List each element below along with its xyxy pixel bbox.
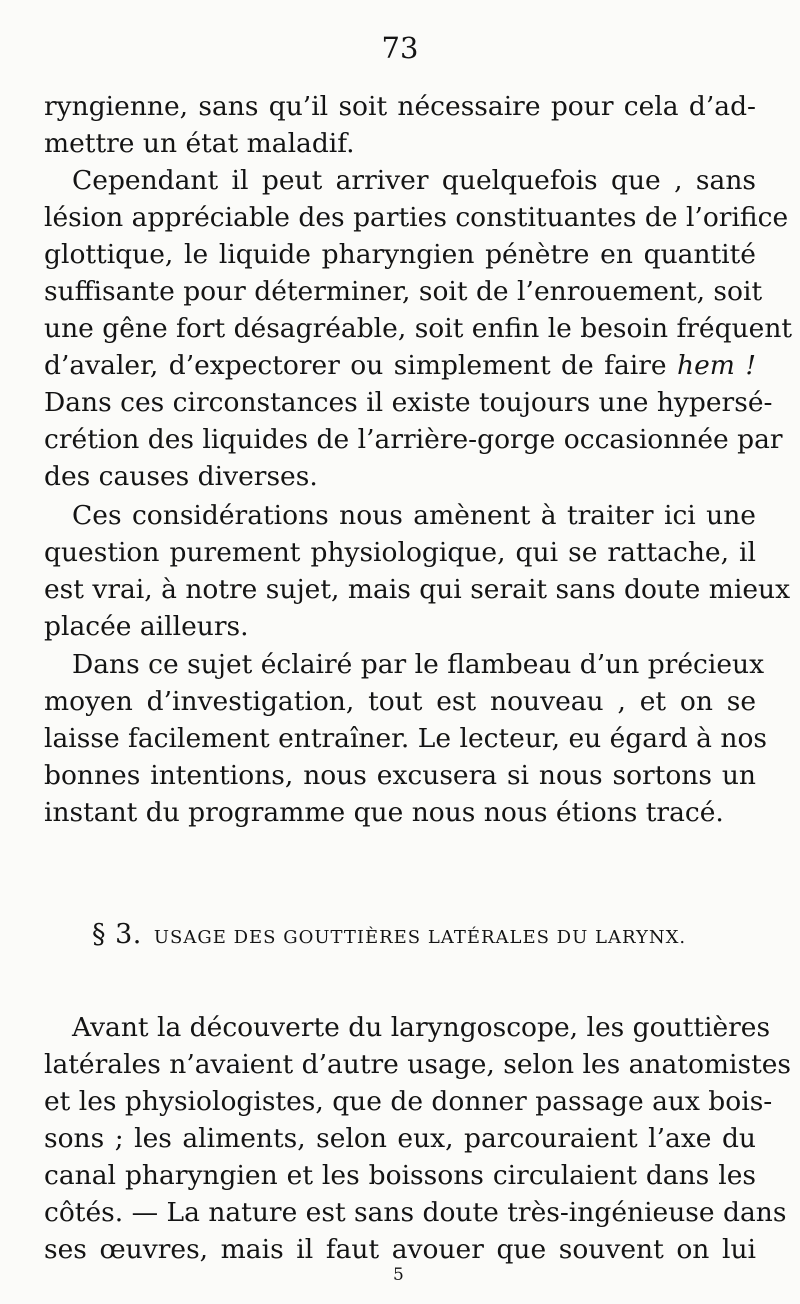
text-line: question purement physiologique, qui se rattache, il xyxy=(44,537,756,568)
text-line: une gêne fort désagréable, soit enfin le besoin fréquent xyxy=(44,313,793,344)
text-line: Ces considérations nous amènent à traiter ici une xyxy=(72,500,756,531)
text-line: côtés. — La nature est sans doute très-ingénieuse dans xyxy=(44,1197,787,1228)
text-line: glottique, le liquide pharyngien pénètre en quantité xyxy=(44,239,756,270)
section-number: § 3. xyxy=(92,919,142,950)
text-line: Dans ce sujet éclairé par le flambeau d’un précieux xyxy=(72,649,765,680)
text-line xyxy=(44,347,756,384)
text-line: ryngienne, sans qu’il soit nécessaire pour cela d’ad- xyxy=(44,91,756,122)
signature-mark: 5 xyxy=(393,1265,404,1285)
text-line: Cependant il peut arriver quelquefois que , sans xyxy=(72,165,756,196)
text-line: placée ailleurs. xyxy=(44,611,249,642)
text-line: et les physiologistes, que de donner passage aux bois- xyxy=(44,1086,773,1117)
text-line: moyen d’investigation, tout est nouveau , et on se xyxy=(44,686,756,717)
text-line: ses œuvres, mais il faut avouer que souvent on lui xyxy=(44,1234,756,1265)
text-line: Dans ces circonstances il existe toujours une hypersé- xyxy=(44,387,773,418)
text-line: latérales n’avaient d’autre usage, selon les anatomistes xyxy=(44,1049,792,1080)
text-line: Avant la découverte du laryngoscope, les gouttières xyxy=(72,1012,771,1043)
text-line: crétion des liquides de l’arrière-gorge occasionnée par xyxy=(44,424,783,455)
text-line: bonnes intentions, nous excusera si nous sortons un xyxy=(44,760,756,791)
text-line: canal pharyngien et les boissons circulaient dans les xyxy=(44,1160,756,1191)
text-line: est vrai, à notre sujet, mais qui serait sans doute mieux xyxy=(44,574,791,605)
page-number: 73 xyxy=(381,31,419,65)
text-line: lésion appréciable des parties constituantes de l’orifice xyxy=(44,202,789,233)
section-title: USAGE DES GOUTTIÈRES LATÉRALES DU LARYNX. xyxy=(153,927,687,948)
text-line: suffisante pour déterminer, soit de l’enrouement, soit xyxy=(44,276,763,307)
text-line: mettre un état maladif. xyxy=(44,128,355,159)
text-line: sons ; les aliments, selon eux, parcouraient l’axe du xyxy=(44,1123,756,1154)
section-heading xyxy=(92,915,732,955)
text-line: instant du programme que nous nous étions tracé. xyxy=(44,797,724,828)
text-line: laisse facilement entraîner. Le lecteur, eu égard à nos xyxy=(44,723,768,754)
text-line-start: d’avaler, d’expectorer ou simplement de faire xyxy=(44,350,678,381)
italic-word: hem ! xyxy=(677,350,757,381)
text-line: des causes diverses. xyxy=(44,461,318,492)
